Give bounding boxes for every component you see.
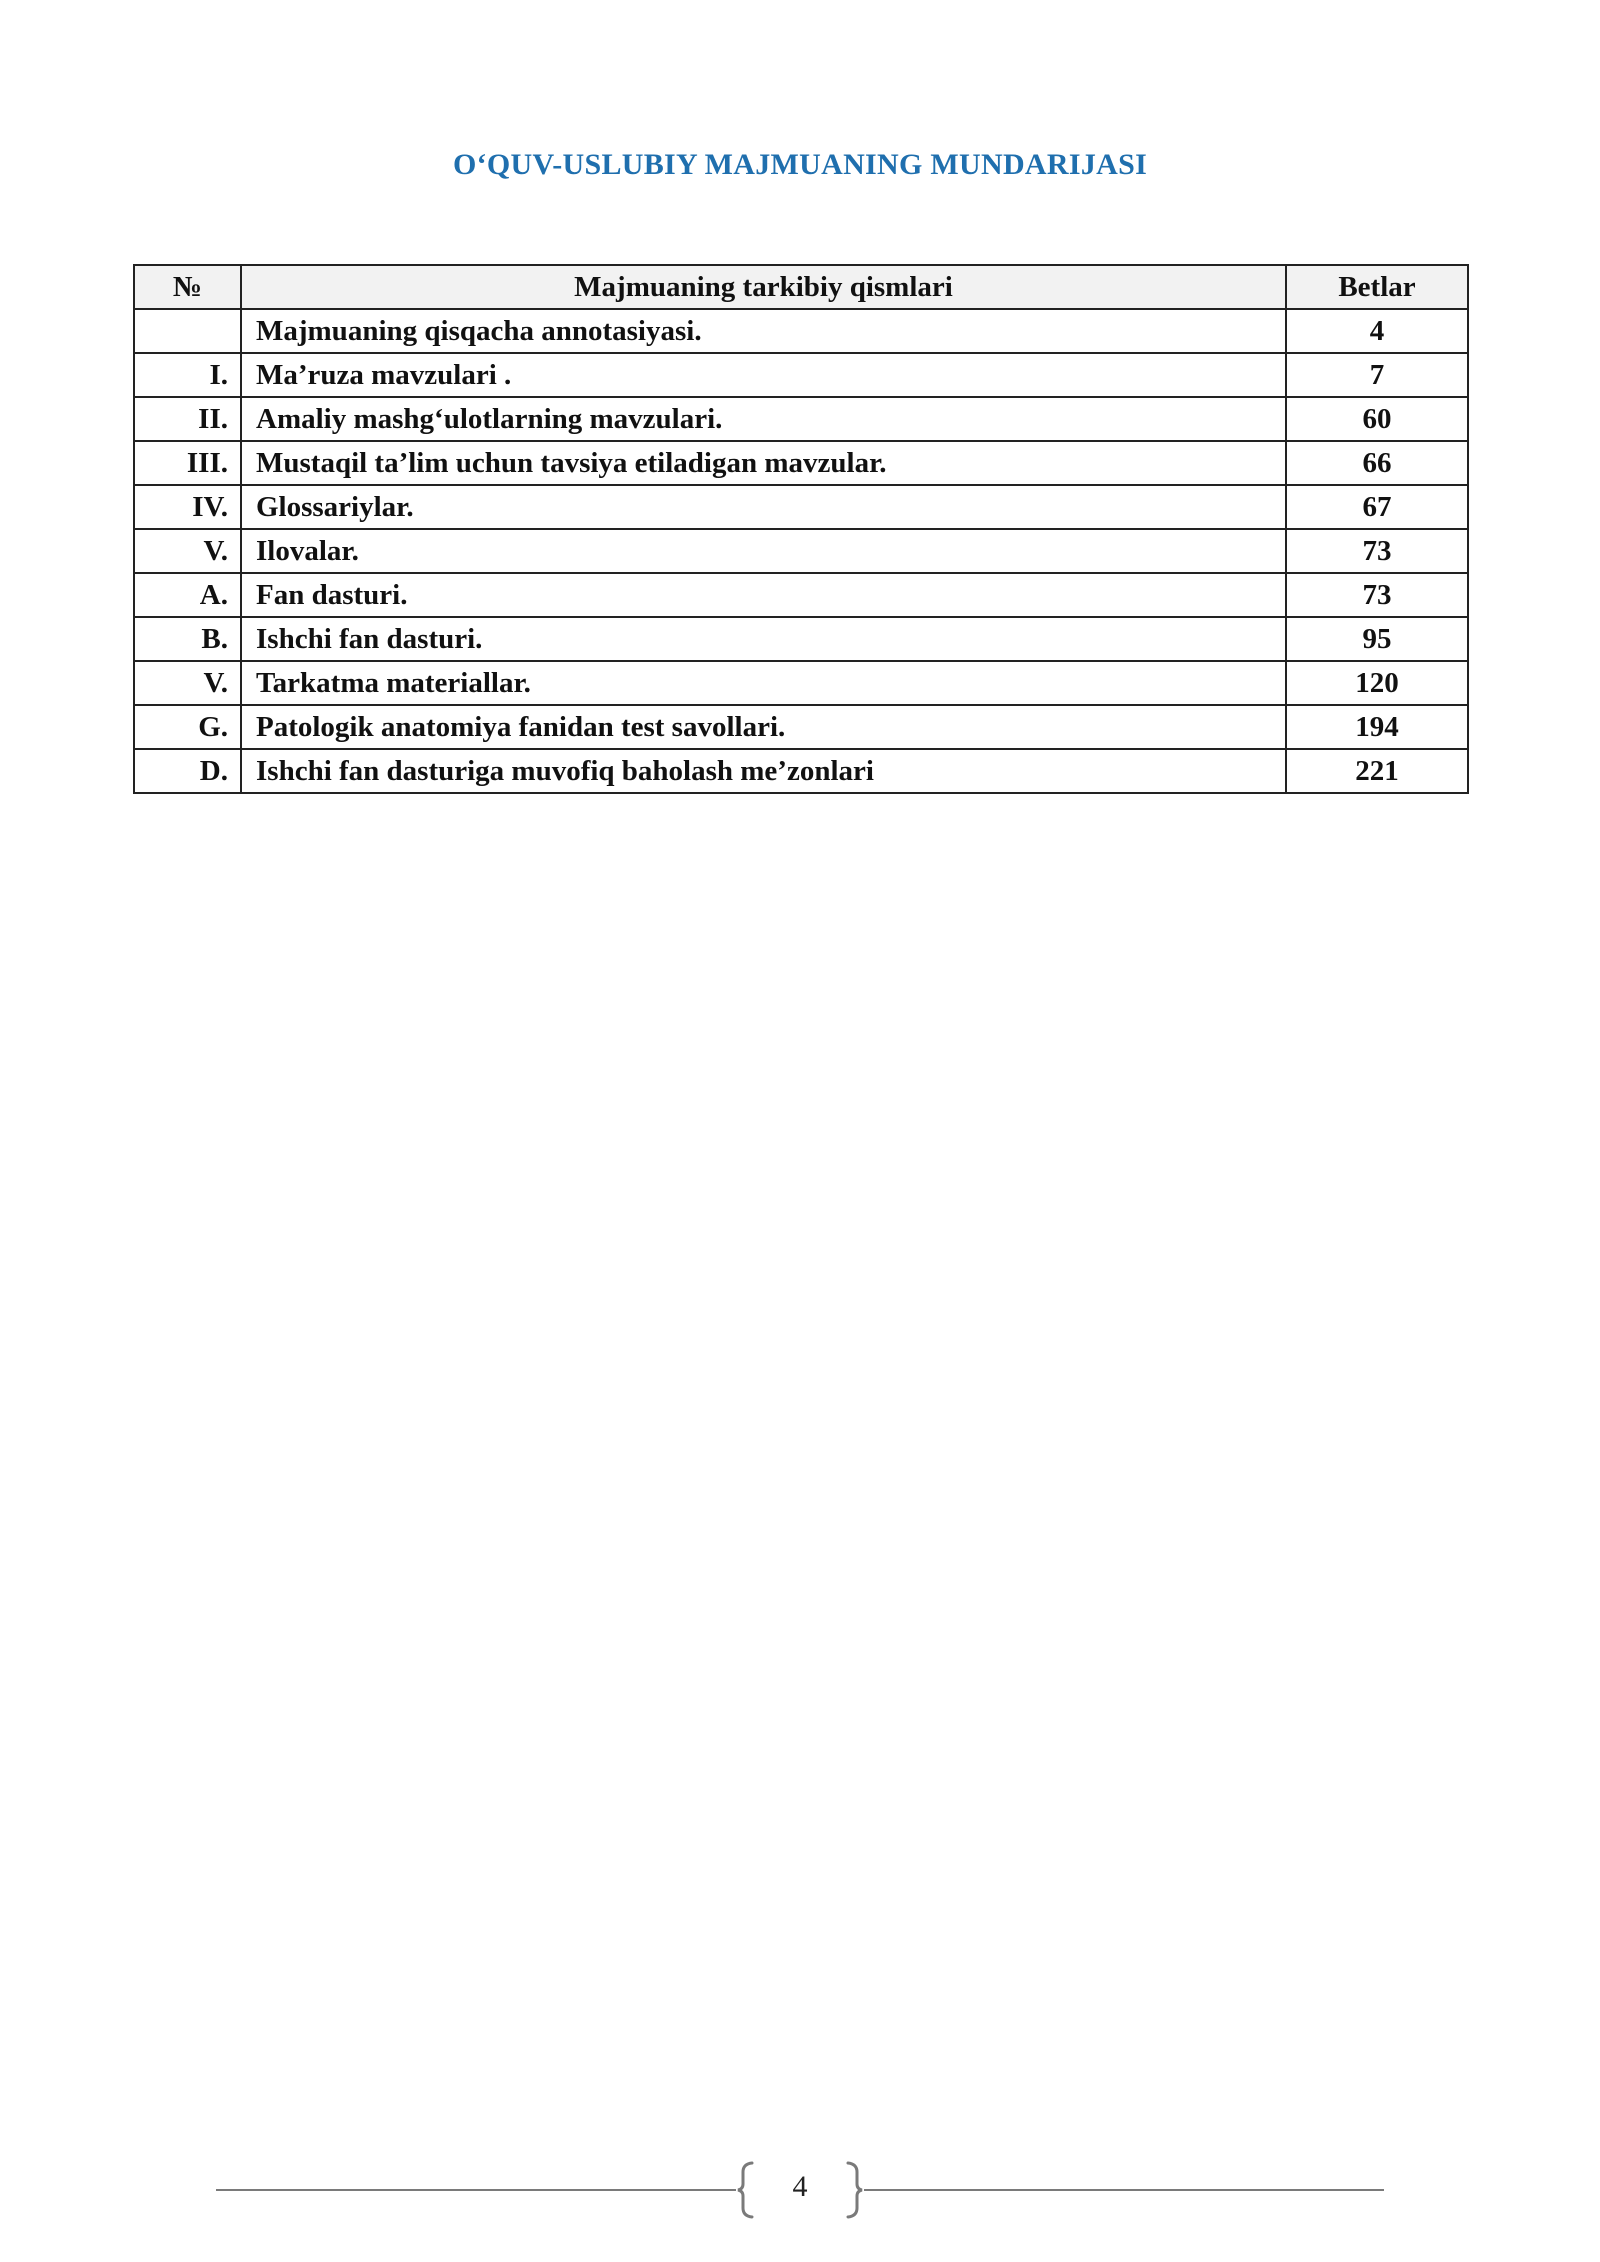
row-page: 95 [1286, 617, 1468, 661]
footer-rule-left [216, 2189, 736, 2191]
row-section: Ma’ruza mavzulari . [241, 353, 1286, 397]
row-section: Ilovalar. [241, 529, 1286, 573]
contents-table [133, 264, 1469, 794]
column-header-pages: Betlar [1286, 265, 1468, 309]
row-section: Patologik anatomiya fanidan test savollari. [241, 705, 1286, 749]
row-number: V. [134, 661, 241, 705]
row-number: II. [134, 397, 241, 441]
row-page: 60 [1286, 397, 1468, 441]
table-row [134, 441, 1468, 485]
table-row [134, 749, 1468, 793]
footer-rule-right [864, 2189, 1384, 2191]
table-row [134, 617, 1468, 661]
row-section: Majmuaning qisqacha annotasiyasi. [241, 309, 1286, 353]
table-row [134, 529, 1468, 573]
row-number: IV. [134, 485, 241, 529]
row-page: 67 [1286, 485, 1468, 529]
row-number: G. [134, 705, 241, 749]
row-number: V. [134, 529, 241, 573]
row-number: B. [134, 617, 241, 661]
table-row [134, 397, 1468, 441]
table-row [134, 573, 1468, 617]
row-section: Ishchi fan dasturi. [241, 617, 1286, 661]
row-number: III. [134, 441, 241, 485]
table-row [134, 309, 1468, 353]
page-footer [216, 2160, 1384, 2220]
row-number: I. [134, 353, 241, 397]
row-page: 120 [1286, 661, 1468, 705]
row-page: 221 [1286, 749, 1468, 793]
row-page: 73 [1286, 529, 1468, 573]
row-page: 73 [1286, 573, 1468, 617]
table-row [134, 353, 1468, 397]
table-row [134, 661, 1468, 705]
page-title: O‘QUV-USLUBIY MAJMUANING MUNDARIJASI [452, 148, 1148, 181]
row-section: Mustaqil ta’lim uchun tavsiya etiladigan mavzular. [241, 441, 1286, 485]
table-row [134, 705, 1468, 749]
table-header-row [134, 265, 1468, 309]
left-brace-icon [734, 2160, 758, 2220]
column-header-section: Majmuaning tarkibiy qismlari [241, 265, 1286, 309]
row-section: Tarkatma materiallar. [241, 661, 1286, 705]
row-section: Fan dasturi. [241, 573, 1286, 617]
row-number [134, 309, 241, 353]
row-page: 194 [1286, 705, 1468, 749]
row-page: 7 [1286, 353, 1468, 397]
column-header-number: № [134, 265, 241, 309]
page-number: 4 [792, 2170, 808, 2203]
row-section: Ishchi fan dasturiga muvofiq baholash me’zonlari [241, 749, 1286, 793]
row-number: A. [134, 573, 241, 617]
row-page: 4 [1286, 309, 1468, 353]
right-brace-icon [842, 2160, 866, 2220]
row-page: 66 [1286, 441, 1468, 485]
table-row [134, 485, 1468, 529]
row-section: Amaliy mashg‘ulotlarning mavzulari. [241, 397, 1286, 441]
row-number: D. [134, 749, 241, 793]
row-section: Glossariylar. [241, 485, 1286, 529]
